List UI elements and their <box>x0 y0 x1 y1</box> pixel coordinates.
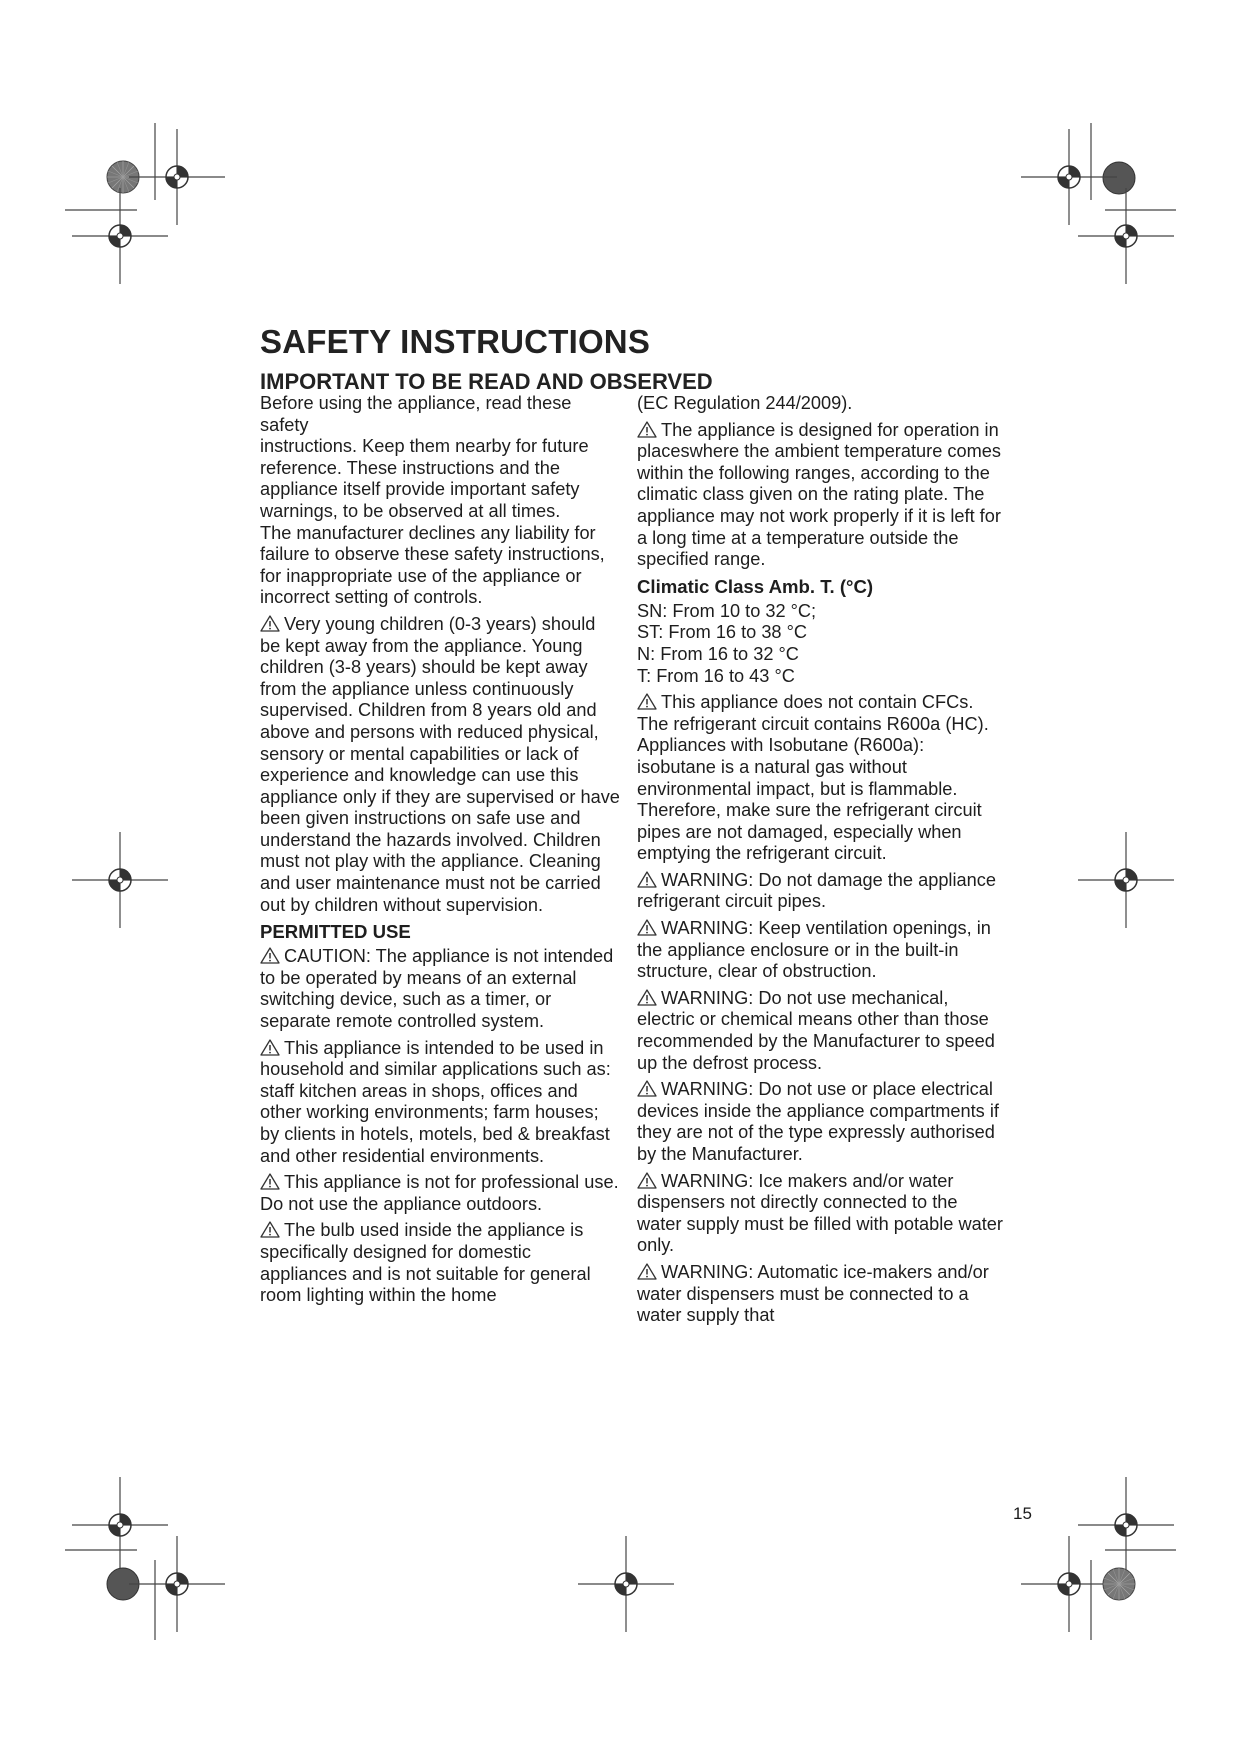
warning-ice-makers-text: WARNING: Ice makers and/or water dispensers not directly connected to the water supply must be filled with potable water only. <box>637 1170 1003 1256</box>
cfc-text: This appliance does not contain CFCs. The refrigerant circuit contains R600a (HC). Appliances with Isobutane (R600a): isobutane is a natural gas without environmental impact, but is flammable. Therefore, make sure the refrigerant circuit pipes are not damaged, especially when emptying the refrigerant circuit. <box>637 692 989 864</box>
warning-triangle-icon <box>260 1039 280 1056</box>
warning-triangle-icon <box>637 989 657 1006</box>
children-warning <box>260 614 620 916</box>
climatic-class-heading: Climatic Class Amb. T. (°C) <box>637 575 874 597</box>
warning-pipes-paragraph <box>637 870 1007 913</box>
climatic-class-sn: SN: From 10 to 32 °C; <box>637 600 817 621</box>
bulb-paragraph <box>260 1220 620 1306</box>
left-column <box>260 393 620 1312</box>
cfc-paragraph <box>637 692 1007 865</box>
warning-ventilation-paragraph <box>637 918 1007 983</box>
right-column <box>637 393 1007 1332</box>
warning-defrost-paragraph <box>637 988 1007 1074</box>
ambient-paragraph <box>637 420 1007 571</box>
intro-paragraph: instructions. Keep them nearby for future reference. These instructions and the appliance itself provide important safety warnings, to be observed at all times. <box>260 436 589 521</box>
warning-triangle-icon <box>637 1080 657 1097</box>
permitted-use-heading: PERMITTED USE <box>260 921 411 943</box>
warning-triangle-icon <box>637 871 657 888</box>
caution-text: CAUTION: The appliance is not intended to be operated by means of an external switching device, such as a timer, or separate remote controlled system. <box>260 946 614 1032</box>
climatic-class-st: ST: From 16 to 38 °C <box>637 622 808 643</box>
ec-regulation: (EC Regulation 244/2009). <box>637 393 853 413</box>
not-professional-text: This appliance is not for professional use. Do not use the appliance outdoors. <box>260 1172 619 1214</box>
intro-line-2: safety <box>260 414 309 435</box>
intro-line-1: Before using the appliance, read these <box>260 393 572 413</box>
warning-defrost-text: WARNING: Do not use mechanical, electric or chemical means other than those recommended by the Manufacturer to speed up the defrost process. <box>637 987 995 1073</box>
manufacturer-paragraph: The manufacturer declines any liability for failure to observe these safety instructions, for inappropriate use of the appliance or incorrect setting of controls. <box>260 522 605 608</box>
household-paragraph <box>260 1038 620 1168</box>
warning-triangle-icon <box>637 1263 657 1280</box>
warning-pipes-text: WARNING: Do not damage the appliance refrigerant circuit pipes. <box>637 869 996 912</box>
warning-ice-makers-paragraph <box>637 1171 1007 1257</box>
page-number: 15 <box>1013 1504 1032 1523</box>
household-text: This appliance is intended to be used in household and similar applications such as: staff kitchen areas in shops, offices and other working environments; farm houses; by clients in hotels, motels, bed & breakfast and other residential environments. <box>260 1037 611 1166</box>
not-professional-paragraph <box>260 1172 620 1215</box>
warning-triangle-icon <box>260 1221 280 1238</box>
caution-paragraph <box>260 946 620 1032</box>
warning-triangle-icon <box>260 615 280 632</box>
warning-triangle-icon <box>637 421 657 438</box>
ambient-text: The appliance is designed for operation in placeswhere the ambient temperature comes within the following ranges, according to the climatic class given on the rating plate. The appliance may not work properly if it is left for a long time at a temperature outside the specified range. <box>637 419 1001 570</box>
warning-automatic-text: WARNING: Automatic ice-makers and/or water dispensers must be connected to a water supply that <box>637 1261 989 1326</box>
page-title: SAFETY INSTRUCTIONS <box>260 323 651 360</box>
warning-triangle-icon <box>637 1172 657 1189</box>
warning-ventilation-text: WARNING: Keep ventilation openings, in the appliance enclosure or in the built-in structure, clear of obstruction. <box>637 918 991 982</box>
warning-triangle-icon <box>637 693 657 710</box>
bulb-text: The bulb used inside the appliance is specifically designed for domestic appliances and is not suitable for general room lighting within the home <box>260 1220 591 1306</box>
warning-devices-text: WARNING: Do not use or place electrical devices inside the appliance compartments if they are not of the type expressly authorised by the Manufacturer. <box>637 1079 999 1164</box>
warning-devices-paragraph <box>637 1079 1007 1165</box>
warning-triangle-icon <box>260 1173 280 1190</box>
climatic-class-n: N: From 16 to 32 °C <box>637 643 799 664</box>
warning-triangle-icon <box>637 919 657 936</box>
warning-automatic-paragraph <box>637 1262 1007 1327</box>
climatic-class-t: T: From 16 to 43 °C <box>637 665 795 686</box>
warning-triangle-icon <box>260 947 280 964</box>
children-warning-text: Very young children (0-3 years) should be kept away from the appliance. Young children (3-8 years) should be kept away from the appliance unless continuously supervised. Children from 8 years old and above and persons with reduced physical, sensory or mental capabilities or lack of experience and knowledge can use this appliance only if they are supervised or have been given instructions on safe use and understand the hazards involved. Children must not play with the appliance. Cleaning and user maintenance must not be carried out by children without supervision. <box>260 613 620 915</box>
page-subtitle: IMPORTANT TO BE READ AND OBSERVED <box>260 369 713 394</box>
